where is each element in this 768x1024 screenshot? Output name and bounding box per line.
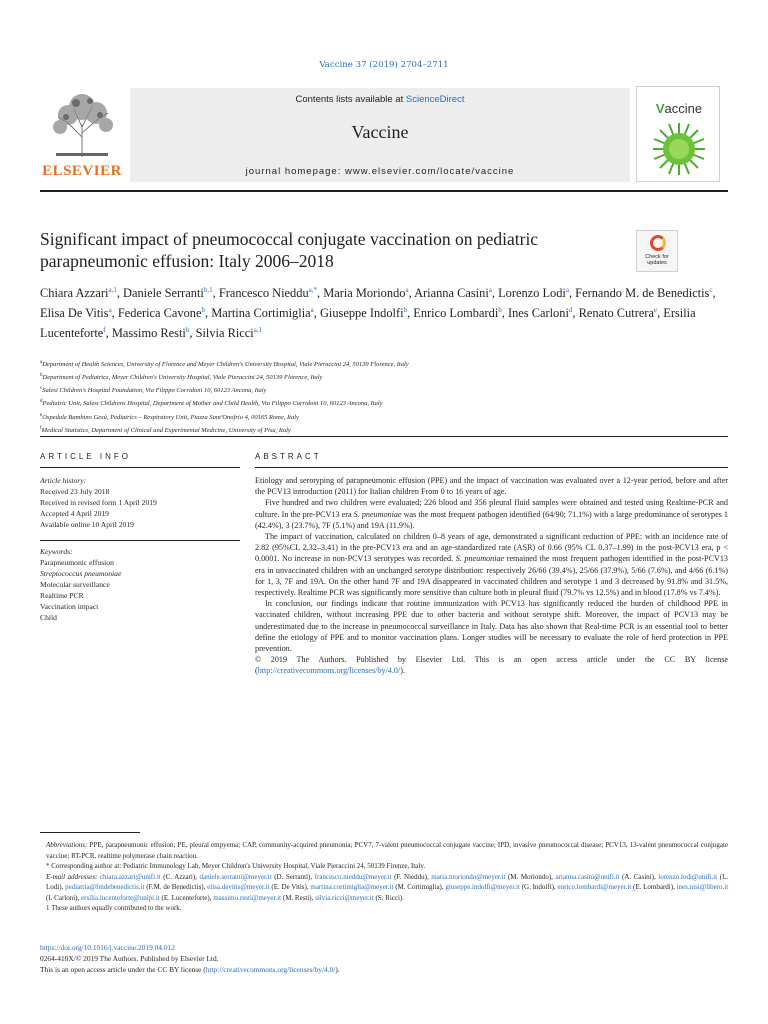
author-affiliation-marker[interactable]: a,* bbox=[308, 286, 318, 294]
license-link[interactable]: http://creativecommons.org/licenses/by/4.0/ bbox=[205, 965, 336, 974]
email-link[interactable]: arianna.casini@unifi.it bbox=[555, 872, 620, 881]
issn-line: 0264-410X/© 2019 The Authors. Published by Elsevier Ltd. bbox=[40, 954, 219, 963]
affiliation-marker: b bbox=[40, 373, 43, 379]
corresponding-author-footnote: * Corresponding author at: Pediatric Immunology Lab, Meyer Children's University Hospital, Viale Pieraccini 24, 50139 Firenze, Italy. bbox=[46, 862, 426, 870]
email-owner: (D. Serranti) bbox=[274, 872, 311, 881]
history-item: Accepted 4 April 2019 bbox=[40, 509, 109, 518]
author-affiliation-marker[interactable]: c bbox=[709, 286, 713, 294]
keywords-label: Keywords: bbox=[40, 547, 73, 556]
keyword: Vaccination impact bbox=[40, 602, 99, 611]
author-name[interactable]: Silvia Ricci bbox=[195, 326, 254, 341]
affiliation-item bbox=[40, 357, 728, 370]
affiliation-marker: c bbox=[40, 386, 43, 392]
abstract-heading: ABSTRACT bbox=[255, 452, 322, 461]
affiliation-item bbox=[40, 410, 728, 423]
elsevier-tree-icon bbox=[46, 87, 118, 159]
author-affiliation-marker[interactable]: b bbox=[201, 306, 205, 315]
keywords bbox=[40, 546, 240, 623]
author-affiliation-marker[interactable]: a,1 bbox=[253, 326, 263, 335]
email-label: E-mail addresses: bbox=[46, 872, 98, 881]
author-name[interactable]: Daniele Serranti bbox=[123, 286, 204, 301]
copyright-notice: © 2019 The Authors. Published by Elsevier Ltd. This is an open access article under the CC BY license (http://creativecommons.org/licenses/by/4.0/). bbox=[255, 655, 728, 676]
author-name[interactable]: Giuseppe Indolfi bbox=[319, 306, 404, 321]
history-item: Received in revised form 1 April 2019 bbox=[40, 498, 157, 507]
history-item: Available online 10 April 2019 bbox=[40, 520, 134, 529]
affiliation-marker: e bbox=[40, 412, 43, 418]
email-owner: (A. Casini) bbox=[622, 872, 654, 881]
email-link[interactable]: chiara.azzari@unifi.it bbox=[99, 872, 161, 881]
author-name[interactable]: Maria Moriondo bbox=[323, 286, 406, 301]
keywords-rule bbox=[40, 540, 240, 541]
publisher-name: ELSEVIER bbox=[42, 163, 122, 179]
abbreviations-footnote: Abbreviations: PPE, parapneumonic effusion; PE, pleural empyema; CAP, community-acquired pneumonia; PCV7, 7-valent pneumococcal conjugate vaccine; IPD, invasive pneumococcal disease; PCV13, 13-valent pneumococcal conjugate vaccine; RT-PCR, realtime polymerase chain reaction. bbox=[46, 841, 728, 860]
check-for-updates-button[interactable] bbox=[636, 230, 678, 272]
author-affiliation-marker[interactable]: b bbox=[185, 326, 190, 335]
email-owner: (S. Ricci). bbox=[375, 893, 405, 902]
email-link[interactable]: ersilia.lucenteforte@unipi.it bbox=[81, 893, 160, 902]
journal-cover[interactable] bbox=[636, 86, 720, 182]
sciencedirect-link[interactable]: ScienceDirect bbox=[405, 94, 465, 105]
email-link[interactable]: francesco.nieddu@meyer.it bbox=[314, 872, 392, 881]
author-affiliation-marker[interactable]: e bbox=[653, 306, 658, 315]
email-link[interactable]: pediatria@fmdebenedictis.it bbox=[65, 883, 145, 891]
affiliation-text: Department of Health Sciences, University of Florence and Meyer Children's University Hospital, Viale Pieraccini 24, 50139 Florence, Italy bbox=[42, 361, 409, 369]
email-link[interactable]: daniele.serranti@meyer.it bbox=[199, 872, 272, 881]
keyword: Child bbox=[40, 613, 57, 622]
journal-name: Vaccine bbox=[351, 122, 409, 142]
author-affiliation-marker[interactable]: b bbox=[498, 306, 502, 315]
author-affiliation-marker[interactable]: d bbox=[568, 306, 573, 315]
email-link[interactable]: martina.cortimiglia@meyer.it bbox=[310, 883, 394, 891]
author-affiliation-marker[interactable]: a,1 bbox=[108, 286, 117, 294]
article-history bbox=[40, 475, 240, 530]
affiliation-list bbox=[40, 357, 728, 436]
author-affiliation-marker[interactable]: b bbox=[403, 306, 408, 315]
author-name[interactable]: Enrico Lombardi bbox=[413, 306, 499, 321]
virus-icon bbox=[649, 119, 709, 179]
footnotes bbox=[40, 840, 728, 914]
crossmark-icon bbox=[650, 235, 666, 251]
email-link[interactable]: maria.moriondo@meyer.it bbox=[431, 872, 506, 881]
open-access-line: This is an open access article under the CC BY license (http://creativecommons.org/licenses/by/4.0/). bbox=[40, 965, 340, 974]
author-name[interactable]: Ines Carloni bbox=[507, 306, 569, 321]
header-rule bbox=[40, 190, 728, 192]
cover-title: Vaccine bbox=[655, 101, 703, 116]
affiliation-text: Ospedale Bambino Gesù, Pediatrics – Respiratory Unit, Piazza Sant'Onofrio 4, 00165 Rome, Italy bbox=[42, 413, 299, 421]
email-owner: (M. Cortimiglia) bbox=[395, 883, 442, 891]
affiliation-item bbox=[40, 383, 728, 396]
email-owner: (E. De Vitis) bbox=[271, 883, 307, 891]
license-link[interactable]: http://creativecommons.org/licenses/by/4.0/ bbox=[257, 666, 401, 676]
email-addresses: E-mail addresses: chiara.azzari@unifi.it (C. Azzari), daniele.serranti@meyer.it (D. Serranti), francesco.nieddu@meyer.it (F. Nieddu), maria.moriondo@meyer.it (M. Moriondo), arianna.casini@unifi.it (A. Casini), lorenzo.lodi@unifi.it (L. Lodi), pediatria@fmdebenedictis.it (F.M. de Benedictis), elisa.devitis@meyer.it (E. De Vitis), martina.cortimiglia@meyer.it (M. Cortimiglia), giuseppe.indolfi@meyer.it (G. Indolfi), enrico.lombardi@meyer.it (E. Lombardi), ines.nisi@libero.it (I. Carloni), ersilia.lucenteforte@unipi.it (E. Lucenteforte), massimo.resti@meyer.it (M. Resti), silvia.ricci@meyer.it (S. Ricci). bbox=[46, 872, 729, 902]
abstract-paragraph: The impact of vaccination, calculated on children 0–8 years of age, demonstrated a significant reduction of PPE: with an incidence rate of 2.82 (95%CL 2.32–3.41) in the pre-PCV13 era and an age-standardized rate (ASR) of 0.66 (95% CL 0.37–1.99) in the post-PCV13 era, p < 0.0001. No increase in non-PCV13 serotypes was recorded. S. pneumoniae remained the most frequent pathogen identified in the post-PCV13 era in unvaccinated children with an unchanged serotype distribution: respectively 26/66 (39.4%), 25/66 (37.9%), 5/66 (7.6%), and 4/66 (6.1%) for 1, 3, 7F and 19A. On the other hand 7F and 19A disappeared in vaccinated children and serotype 1 and 3 decreased by 91.8% and 31.5%, respectively. Realtime PCR was significantly more sensitive than culture both in pleural fluid (79.7% vs 12.5%) and in blood (17.8% vs 7.4%). bbox=[255, 532, 728, 598]
author-name[interactable]: Lorenzo Lodi bbox=[498, 286, 566, 301]
email-owner: (E. Lucenteforte) bbox=[161, 893, 210, 902]
email-owner: (E. Lombardi) bbox=[633, 883, 674, 891]
author-name[interactable]: Francesco Nieddu bbox=[218, 286, 309, 301]
author-name[interactable]: Renato Cutrera bbox=[578, 306, 654, 321]
author-affiliation-marker[interactable]: b,1 bbox=[203, 286, 213, 294]
abstract-rule bbox=[255, 467, 728, 468]
author-name[interactable]: Fernando M. de Benedictis bbox=[575, 286, 710, 301]
affiliation-item bbox=[40, 423, 728, 436]
keyword: Streptococcus pneumoniae bbox=[40, 569, 122, 578]
author-name[interactable]: Martina Cortimiglia bbox=[211, 306, 311, 321]
email-link[interactable]: ines.nisi@libero.it bbox=[676, 883, 729, 891]
article-info-rule bbox=[40, 467, 240, 468]
author-name[interactable]: Massimo Resti bbox=[111, 326, 186, 341]
history-item: Received 23 July 2018 bbox=[40, 487, 110, 496]
affiliation-text: Salesi Children's Hospital Foundation, Via Filippo Corridoni 10, 60123 Ancona, Italy bbox=[42, 387, 267, 395]
author-name[interactable]: Arianna Casini bbox=[414, 286, 489, 301]
email-link[interactable]: silvia.ricci@meyer.it bbox=[315, 893, 374, 902]
abstract-paragraph: Five hundred and two children were evaluated; 226 blood and 356 pleural fluid samples were obtained and tested using Realtime-PCR and culture. In the pre-PCV13 era S. pneumoniae was the most frequent pathogen identified (64/90; 71.1%) with a large predominance of serotypes 1 (42.4%), 3 (23.7%), 7F (5.1%) and 19A (11.9%). bbox=[255, 498, 728, 530]
email-link[interactable]: lorenzo.lodi@unifi.it bbox=[658, 872, 718, 881]
abstract-paragraph: In conclusion, our findings indicate that routine immunization with PCV13 has significantly reduced the burden of childhood PPE in vaccinated children, without increasing PPE due to other bacteria and without serotype shift. Moreover, the impact of PCV13 may be underestimated due to the increase in pneumococcal surveillance in Italy. Data has also shown that Real-time PCR is an essential tool to better define the etiology of PPE and to monitor vaccination plans. Longer studies will be necessary to evaluate the role of herd protection in PPE prevention. bbox=[255, 599, 728, 654]
author-affiliation-marker[interactable]: a bbox=[488, 286, 492, 294]
history-label: Article history: bbox=[40, 476, 87, 485]
email-link[interactable]: giuseppe.indolfi@meyer.it bbox=[445, 883, 520, 891]
affiliation-item bbox=[40, 396, 728, 409]
affiliation-marker: f bbox=[40, 425, 42, 431]
email-owner: (G. Indolfi) bbox=[521, 883, 554, 891]
article-title: Significant impact of pneumococcal conjugate vaccination on pediatric parapneumonic effusion: Italy 2006–2018 bbox=[40, 229, 539, 271]
affiliation-text: Pediatric Unit, Salesi Childrens Hospital, Department of Mother and Child Health, Via Filippo Corridoni 10, 60123 Ancona, Italy bbox=[42, 400, 383, 408]
email-owner: (I. Carloni) bbox=[46, 893, 78, 902]
email-link[interactable]: massimo.resti@meyer.it bbox=[213, 893, 282, 902]
journal-citation[interactable]: Vaccine 37 (2019) 2704–2711 bbox=[319, 60, 449, 70]
doi-link[interactable]: https://doi.org/10.1016/j.vaccine.2019.04.012 bbox=[40, 943, 175, 952]
email-owner: (F. Nieddu) bbox=[394, 872, 427, 881]
author-name[interactable]: Ersilia Lucenteforte bbox=[40, 306, 696, 341]
article-info-heading: ARTICLE INFO bbox=[40, 452, 131, 461]
author-name[interactable]: Federica Cavone bbox=[117, 306, 202, 321]
article-bottom-meta bbox=[40, 942, 728, 975]
contents-prefix: Contents lists available at bbox=[295, 94, 406, 105]
keyword: Parapneumonic effusion bbox=[40, 558, 114, 567]
elsevier-logo[interactable] bbox=[40, 85, 124, 181]
affiliation-text: Department of Pediatrics, Meyer Children's University Hospital, Viale Pieraccini 24, 50139 Florence, Italy bbox=[42, 374, 323, 382]
author-affiliation-marker[interactable]: f bbox=[103, 326, 106, 335]
author-affiliation-marker[interactable]: a bbox=[565, 286, 569, 294]
journal-homepage[interactable]: journal homepage: www.elsevier.com/locate/vaccine bbox=[245, 166, 515, 177]
affiliation-marker: d bbox=[40, 399, 43, 405]
affiliation-marker: a bbox=[40, 360, 43, 365]
affiliation-text: Medical Statistics, Department of Clinical and Experimental Medicine, University of Pisa, Italy bbox=[41, 426, 291, 434]
contents-line bbox=[130, 94, 630, 105]
email-owner: (M. Moriondo) bbox=[507, 872, 552, 881]
email-link[interactable]: elisa.devitis@meyer.it bbox=[207, 883, 270, 891]
abstract-paragraph: Etiology and serotyping of parapneumonic effusion (PPE) and the impact of vaccination was evaluated over a 12-year period, before and after the PCV13 introduction (2011) for Italian children From 0 to 16 years of age. bbox=[255, 476, 728, 497]
email-link[interactable]: enrico.lombardi@meyer.it bbox=[557, 883, 632, 891]
author-list: Chiara Azzari$^{a,1}$, Daniele Serranti$^{b,1}$, Francesco Nieddu$^{a,*}$, Maria Moriondo$^a$, Arianna Casini$^a$, Lorenzo Lodi$^a$, Fernando M. de Benedictis$^c$, Elisa De Vitis$^a$, Federica Cavone$^b$, Martina Cortimiglia$^a$, Giuseppe Indolfi$^b$, Enrico Lombardi$^b$, Ines Carloni$^d$, Renato Cutrera$^e$, Ersilia Lucenteforte$^f$, Massimo Resti$^b$, Silvia Ricci$^{a,1}$ bbox=[40, 286, 716, 341]
check-updates-label: Check for updates bbox=[645, 254, 669, 266]
footnote-rule bbox=[40, 832, 140, 833]
keyword: Realtime PCR bbox=[40, 591, 84, 600]
email-owner: (C. Azzari) bbox=[163, 872, 196, 881]
abstract-body bbox=[255, 475, 728, 677]
author-affiliation-marker[interactable]: a bbox=[310, 306, 314, 315]
email-owner: (M. Resti) bbox=[282, 893, 312, 902]
email-owner: (F.M. de Benedictis) bbox=[146, 883, 204, 891]
author-affiliation-marker[interactable]: a bbox=[405, 286, 409, 294]
author-name[interactable]: Elisa De Vitis bbox=[40, 306, 109, 321]
keyword: Molecular surveillance bbox=[40, 580, 110, 589]
author-name[interactable]: Chiara Azzari bbox=[40, 286, 109, 301]
author-affiliation-marker[interactable]: a bbox=[108, 306, 112, 315]
equal-contribution-footnote: 1 These authors equally contributed to the work. bbox=[46, 904, 182, 912]
email-owner: (L. Lodi) bbox=[46, 872, 729, 891]
section-rule bbox=[40, 436, 728, 437]
affiliation-item bbox=[40, 370, 728, 383]
